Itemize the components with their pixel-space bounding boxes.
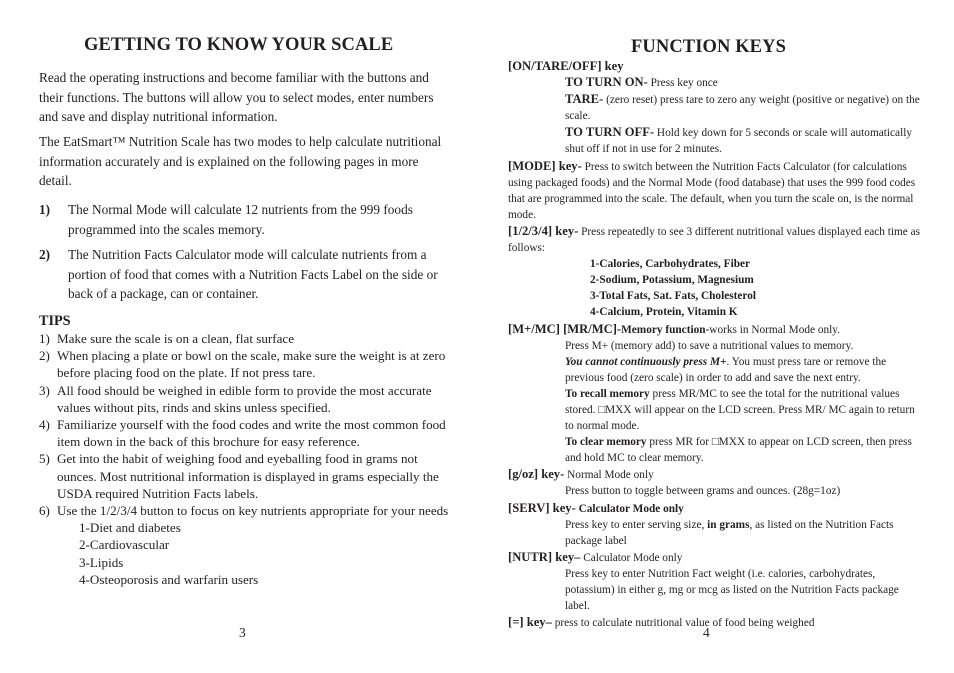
tip-number: 4) [39,417,50,433]
serv-text-b: in grams [707,518,750,531]
turn-off-line [508,124,924,157]
modes-paragraph: The EatSmart™ Nutrition Scale has two modes to help calculate nutritional information accurately and is explained on the following pages in more detail. [39,134,442,189]
turn-off-text: Hold key down for 5 seconds or scale will automatically shut off if not in use for 2 minutes. [565,127,912,156]
turn-on-line [508,74,924,91]
key-label: [SERV] key- [508,500,576,515]
key-label: [M+/MC] [MR/MC]- [508,321,622,336]
tip-number: 6) [39,503,50,519]
turn-on-text: Press key once [647,77,718,90]
item-text: The Nutrition Facts Calculator mode will calculate nutrients from a portion of food that comes with a Nutrition Facts Label on the side or back of a package, can or container. [68,247,438,302]
key-label: [1/2/3/4] key- [508,223,579,238]
key-label: [NUTR] key– [508,549,581,564]
tip-text: Get into the habit of weighing food and eyeballing food in grams not ounces. Most nutritional information is displayed in grams especially the USDA required Nutrition Facts labels. [57,451,439,501]
item-text: The Normal Mode will calculate 12 nutrients from the 999 foods programmed into the scales memory. [68,202,413,237]
focus-item: 3-Lipids [79,554,124,570]
mode-item-normal [39,200,451,239]
function-keys-list [508,58,924,631]
recall-memory-label: To recall memory [565,387,650,400]
key-description: Press to switch between the Nutrition Facts Calculator (for calculations using packaged foods) and the Normal Mode (food database) that uses the 999 food codes that are programmed into the scale. The default, when you turn the scale on, is the normal mode. [508,160,916,221]
key-serv [508,500,924,549]
key-detail [508,517,924,549]
tare-line [508,91,924,124]
tip-item [39,347,451,381]
clear-memory-label: To clear memory [565,436,647,449]
memory-warning-text: . You must press tare or remove the previous food (zero scale) in order to add and save the next entry. [565,355,887,384]
key-equals [508,614,924,631]
mode-item-calculator [39,245,451,304]
key-description: press to calculate nutritional value of food being weighed [551,617,815,630]
nutrient-group-item: 4-Calcium, Protein, Vitamin K [590,306,738,319]
serv-text-c: , as listed on the Nutrition Facts package label [565,518,894,547]
nutrient-focus-list [39,519,451,588]
key-description: Press repeatedly to see 3 different nutritional values displayed each time as follows: [508,225,921,255]
item-number: 1) [39,202,51,217]
key-description: Calculator Mode only [580,551,683,564]
focus-item: 2-Cardiovascular [79,537,170,553]
item-number: 2) [39,247,51,262]
key-detail: Press key to enter Nutrition Fact weight (i.e. calories, carbohydrates, potassium) in either g, mg or mcg as listed on the Nutrition Facts package label. [565,567,899,613]
focus-item: 4-Osteoporosis and warfarin users [79,571,259,587]
tips-list [39,330,451,588]
recall-memory-text: press MR/MC to see the total for the nutritional values stored. □MXX will appear on the LCD screen. Press MR/ MC again to return to normal mode. [565,387,915,433]
key-label: [MODE] key- [508,158,582,173]
tip-number: 3) [39,382,50,398]
tip-text: Familiarize yourself with the food codes and write the most common food item down in the back of this brochure for easy reference. [57,417,446,450]
tips-heading: TIPS [39,313,71,329]
tip-number: 2) [39,348,50,364]
page-number: 3 [239,625,246,640]
tip-item [39,382,451,416]
key-label: [ON/TARE/OFF] key [508,59,624,73]
intro-paragraph: Read the operating instructions and become familiar with the buttons and their functions. The buttons will allow you to select modes, enter numbers and save and display nutritional information. [39,70,434,125]
tip-text: Make sure the scale is on a clean, flat surface [57,331,295,346]
key-g-oz [508,466,924,499]
tare-text: (zero reset) press tare to zero any weight (positive or negative) on the scale. [565,94,920,123]
key-on-tare-off [508,58,924,158]
tip-number: 1) [39,331,50,346]
memory-function-label: Memory function- [621,323,710,336]
key-1234 [508,223,924,321]
key-mode [508,158,924,223]
tip-text: All food should be weighed in edible form to provide the most accurate values without pits, rinds and skins unless specified. [57,382,432,415]
tip-number: 5) [39,451,50,467]
focus-item: 1-Diet and diabetes [79,520,181,536]
tip-item [39,416,451,450]
tare-label: TARE- [565,92,604,107]
key-memory [508,321,924,467]
serv-text-a: Press key to enter serving size, [565,518,708,531]
clear-memory-line [508,434,924,466]
key-nutr [508,549,924,614]
key-label: [g/oz] key- [508,467,565,482]
nutrient-group-item: 2-Sodium, Potassium, Magnesium [590,274,754,287]
nutrient-group-item: 1-Calories, Carbohydrates, Fiber [590,258,751,271]
recall-memory-line [508,386,924,434]
clear-memory-text: press MR for □MXX to appear on LCD screen, then press and hold MC to clear memory. [565,436,912,465]
tip-text: Use the 1/2/3/4 button to focus on key nutrients appropriate for your needs [57,503,449,519]
key-detail: Press button to toggle between grams and ounces. (28g=1oz) [565,485,841,498]
turn-on-label: TO TURN ON- [565,75,648,90]
tip-text: When placing a plate or bowl on the scale, make sure the weight is at zero before placing food on the plate. If not press tare. [57,348,446,381]
tip-item [39,502,451,519]
left-page-title: GETTING TO KNOW YOUR SCALE [84,35,394,55]
memory-warning-line [508,354,924,386]
nutrient-group-item: 3-Total Fats, Sat. Fats, Cholesterol [590,290,756,303]
key-description: Normal Mode only [564,469,654,482]
key-description: works in Normal Mode only. [709,323,841,336]
key-label: [=] key– [508,615,552,630]
right-page-title: FUNCTION KEYS [631,37,786,57]
memory-add-line: Press M+ (memory add) to save a nutritional values to memory. [565,339,854,352]
turn-off-label: TO TURN OFF- [565,125,655,140]
right-page [477,0,954,673]
tip-item [39,450,451,502]
memory-warning: You cannot continuously press M+ [565,355,727,368]
key-description: Calculator Mode only [575,502,684,515]
page-number: 4 [703,625,710,640]
tip-item [39,330,451,347]
